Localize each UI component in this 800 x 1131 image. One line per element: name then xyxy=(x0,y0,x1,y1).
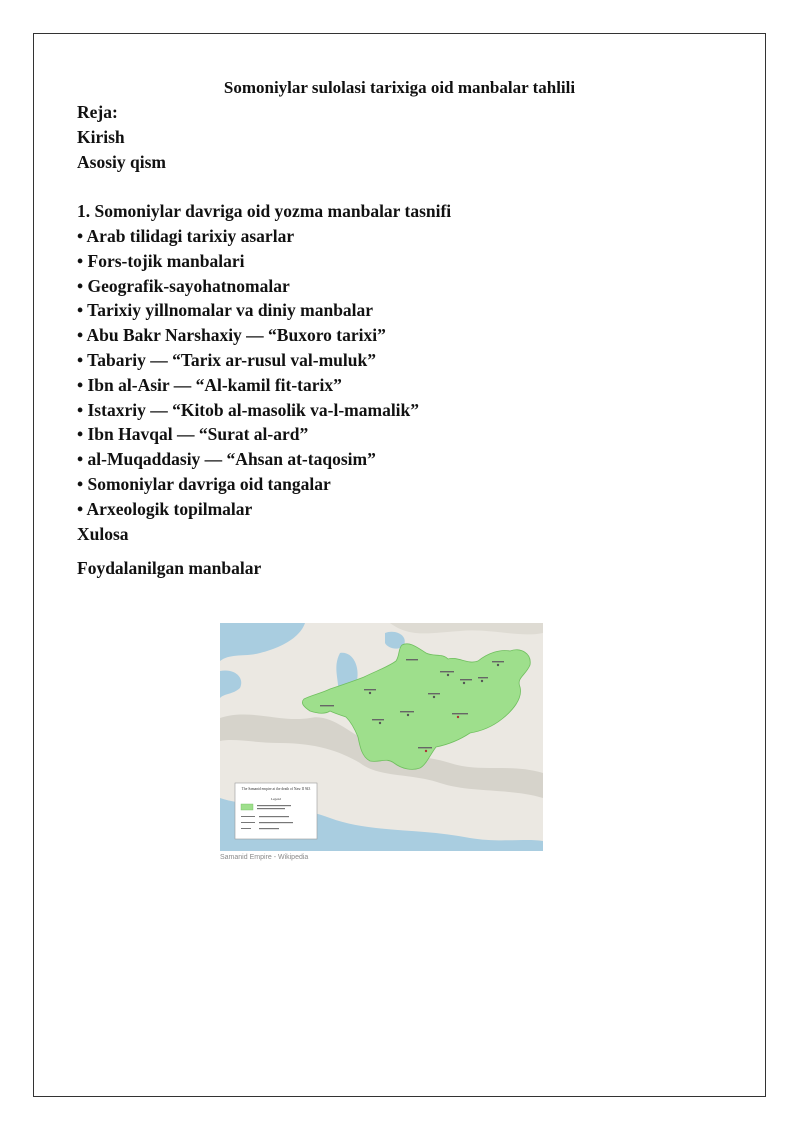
bullet-item: • Somoniylar davriga oid tangalar xyxy=(77,473,331,494)
map-legend-title: The Samanid empire at the death of Nasr II 943 xyxy=(241,787,311,791)
bullet-item: • al-Muqaddasiy — “Ahsan at-taqosim” xyxy=(77,449,376,470)
map-graphic xyxy=(220,623,543,851)
references-heading: Foydalanilgan manbalar xyxy=(77,558,262,579)
map-legend-swatch xyxy=(241,804,253,810)
main-part-item: Asosiy qism xyxy=(77,151,166,172)
map-legend xyxy=(235,783,317,839)
map-caption: Samanid Empire - Wikipedia xyxy=(220,854,309,861)
map-city-marker xyxy=(463,682,465,684)
bullet-item: • Ibn Havqal — “Surat al-ard” xyxy=(77,424,309,445)
map-city-marker xyxy=(457,716,459,718)
bullet-item: • Tarixiy yillnomalar va diniy manbalar xyxy=(77,300,374,321)
bullet-item: • Geografik-sayohatnomalar xyxy=(77,275,290,296)
map-city-marker xyxy=(369,692,371,694)
bullet-item: • Fors-tojik manbalari xyxy=(77,250,245,271)
bullet-item: • Tabariy — “Tarix ar-rusul val-muluk” xyxy=(77,349,376,370)
map-legend-subtitle: Legend xyxy=(270,797,282,801)
map-city-marker xyxy=(407,714,409,716)
document-page xyxy=(33,33,766,1097)
map-city-marker xyxy=(425,750,427,752)
map-city-marker xyxy=(379,722,381,724)
map-city-marker xyxy=(497,664,499,666)
map-city-marker xyxy=(481,680,483,682)
bullet-item: • Arab tilidagi tarixiy asarlar xyxy=(77,225,295,246)
section-heading: 1. Somoniylar davriga oid yozma manbalar tasnifi xyxy=(77,201,452,222)
map-city-marker xyxy=(433,696,435,698)
document-title: Somoniylar sulolasi tarixiga oid manbalar tahlili xyxy=(223,78,576,97)
plan-heading: Reja: xyxy=(77,102,118,122)
bullet-item: • Abu Bakr Narshaxiy — “Buxoro tarixi” xyxy=(77,325,386,346)
intro-item: Kirish xyxy=(77,126,125,147)
bullet-item: • Istaxriy — “Kitob al-masolik va-l-mamalik” xyxy=(77,399,420,420)
conclusion-item: Xulosa xyxy=(77,523,129,544)
plan-outline xyxy=(77,100,717,581)
map-city-marker xyxy=(447,674,449,676)
bullet-item: • Arxeologik topilmalar xyxy=(77,498,253,519)
samanid-map-image xyxy=(220,623,543,871)
bullet-item: • Ibn al-Asir — “Al-kamil fit-tarix” xyxy=(77,374,342,395)
